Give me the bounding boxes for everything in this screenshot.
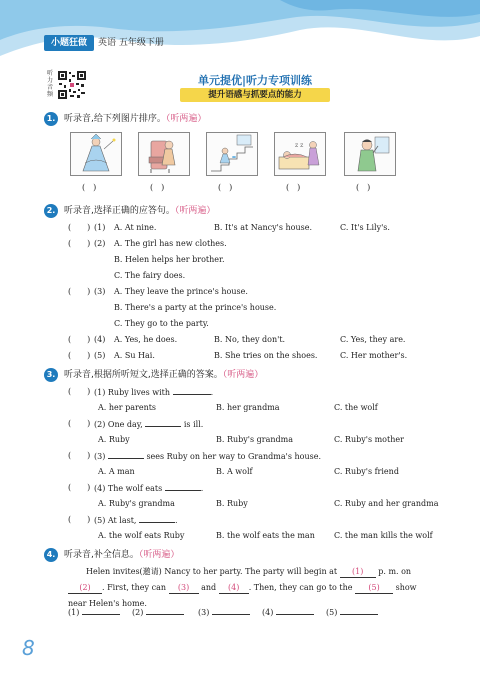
girl-chair-picture xyxy=(138,132,190,176)
option-c: C. Ruby's mother xyxy=(334,435,404,444)
unit-subtitle: 提升语感与抓要点的能力 xyxy=(180,88,330,102)
option-b: B. There's a party at the prince's house. xyxy=(114,303,277,312)
passage-line: near Helen's home. xyxy=(68,599,147,608)
page-number: 8 xyxy=(22,636,35,660)
option-c: C. It's Lily's. xyxy=(340,223,390,232)
answer-line: (5) xyxy=(326,606,378,618)
answer-bracket[interactable]: ( ) xyxy=(68,483,91,492)
blank-4[interactable]: (4) xyxy=(219,582,249,594)
option-b: B. She tries on the shoes. xyxy=(214,351,318,360)
section-title: 听录音,根据所听短文,选择正确的答案。（听两遍） xyxy=(64,370,264,380)
boy-thinking-picture xyxy=(344,132,396,176)
question-stem: (5) At last, . xyxy=(94,516,178,525)
answer-blank[interactable] xyxy=(212,606,250,615)
option-c: C. They go to the party. xyxy=(114,319,209,328)
answer-blank[interactable] xyxy=(82,606,120,615)
book-info: 英语 五年级下册 xyxy=(98,38,164,48)
qr-label: 听力音频 xyxy=(46,70,53,98)
option-a: A. They leave the prince's house. xyxy=(114,287,248,296)
option-b: B. her grandma xyxy=(216,403,280,412)
answer-bracket[interactable]: ( ) xyxy=(356,183,371,192)
answer-blank[interactable] xyxy=(276,606,314,615)
svg-text:z z: z z xyxy=(295,142,304,149)
answer-bracket[interactable]: ( ) xyxy=(68,451,91,460)
option-b: B. the wolf eats the man xyxy=(216,531,315,540)
question-stem: (2) One day, is ill. xyxy=(94,420,204,429)
section-title: 听录音,给下列图片排序。（听两遍） xyxy=(64,114,207,124)
option-a: A. A man xyxy=(98,467,135,476)
answer-bracket[interactable]: ( ) xyxy=(68,387,91,396)
section-title: 听录音,补全信息。（听两遍） xyxy=(64,550,180,560)
section-title: 听录音,选择正确的应答句。（听两遍） xyxy=(64,206,216,216)
option-c: C. the wolf xyxy=(334,403,378,412)
question-number: (1) xyxy=(94,223,106,232)
answer-bracket[interactable]: ( ) xyxy=(68,287,91,296)
answer-line: (1) xyxy=(68,606,120,618)
answer-bracket[interactable]: ( ) xyxy=(68,515,91,524)
option-c: C. The fairy does. xyxy=(114,271,186,280)
option-a: A. the wolf eats Ruby xyxy=(98,531,185,540)
option-a: A. Ruby's grandma xyxy=(98,499,175,508)
answer-line: (3) xyxy=(198,606,250,618)
section-number: 3. xyxy=(44,368,58,382)
answer-blank[interactable] xyxy=(340,606,378,615)
sleeping-picture xyxy=(274,132,326,176)
question-stem: (1) Ruby lives with . xyxy=(94,388,214,397)
answer-bracket[interactable]: ( ) xyxy=(68,335,91,344)
answer-bracket[interactable]: ( ) xyxy=(218,183,233,192)
question-number: (4) xyxy=(94,335,106,344)
blank-5[interactable]: (5) xyxy=(355,582,393,594)
option-c: C. Ruby and her grandma xyxy=(334,499,439,508)
option-c: C. Her mother's. xyxy=(340,351,408,360)
question-number: (5) xyxy=(94,351,106,360)
answer-blank[interactable] xyxy=(146,606,184,615)
answer-bracket[interactable]: ( ) xyxy=(68,223,91,232)
option-b: B. Helen helps her brother. xyxy=(114,255,225,264)
blank-1[interactable]: (1) xyxy=(340,566,376,578)
answer-line: (4) xyxy=(262,606,314,618)
section-number: 4. xyxy=(44,548,58,562)
option-c: C. Yes, they are. xyxy=(340,335,406,344)
option-b: B. No, they don't. xyxy=(214,335,286,344)
answer-bracket[interactable]: ( ) xyxy=(68,239,91,248)
question-stem: (3) sees Ruby on her way to Grandma's house. xyxy=(94,452,322,461)
answer-bracket[interactable]: ( ) xyxy=(286,183,301,192)
series-label: 小题狂做 xyxy=(44,35,94,51)
question-number: (3) xyxy=(94,287,106,296)
answer-line: (2) xyxy=(132,606,184,618)
option-a: A. Yes, he does. xyxy=(114,335,178,344)
unit-title: 单元提优|听力专项训练 xyxy=(197,74,313,87)
answer-bracket[interactable]: ( ) xyxy=(82,183,97,192)
section-number: 1. xyxy=(44,112,58,126)
question-stem: (4) The wolf eats . xyxy=(94,484,204,493)
passage-line: (2) . First, they can (3) and (4) . Then, they can go to the (5) show xyxy=(68,582,417,594)
option-a: A. At nine. xyxy=(114,223,157,232)
option-b: B. It's at Nancy's house. xyxy=(214,223,312,232)
option-c: C. the man kills the wolf xyxy=(334,531,433,540)
stairs-picture xyxy=(206,132,258,176)
section-number: 2. xyxy=(44,204,58,218)
question-number: (2) xyxy=(94,239,106,248)
qr-code-icon[interactable] xyxy=(57,70,87,100)
blank-2[interactable]: (2) xyxy=(68,582,102,594)
header-banner xyxy=(0,0,480,70)
blank-3[interactable]: (3) xyxy=(169,582,199,594)
passage-line: Helen invites(邀请) Nancy to her party. The party will begin at (1) p. m. on xyxy=(86,567,412,576)
answer-bracket[interactable]: ( ) xyxy=(150,183,165,192)
answer-bracket[interactable]: ( ) xyxy=(68,351,91,360)
option-c: C. Ruby's friend xyxy=(334,467,399,476)
option-a: A. The girl has new clothes. xyxy=(114,239,227,248)
option-b: B. Ruby's grandma xyxy=(216,435,293,444)
option-a: A. Su Hai. xyxy=(114,351,155,360)
option-b: B. Ruby xyxy=(216,499,248,508)
fairy-picture xyxy=(70,132,122,176)
answer-bracket[interactable]: ( ) xyxy=(68,419,91,428)
option-b: B. A wolf xyxy=(216,467,253,476)
option-a: A. Ruby xyxy=(98,435,130,444)
option-a: A. her parents xyxy=(98,403,157,412)
